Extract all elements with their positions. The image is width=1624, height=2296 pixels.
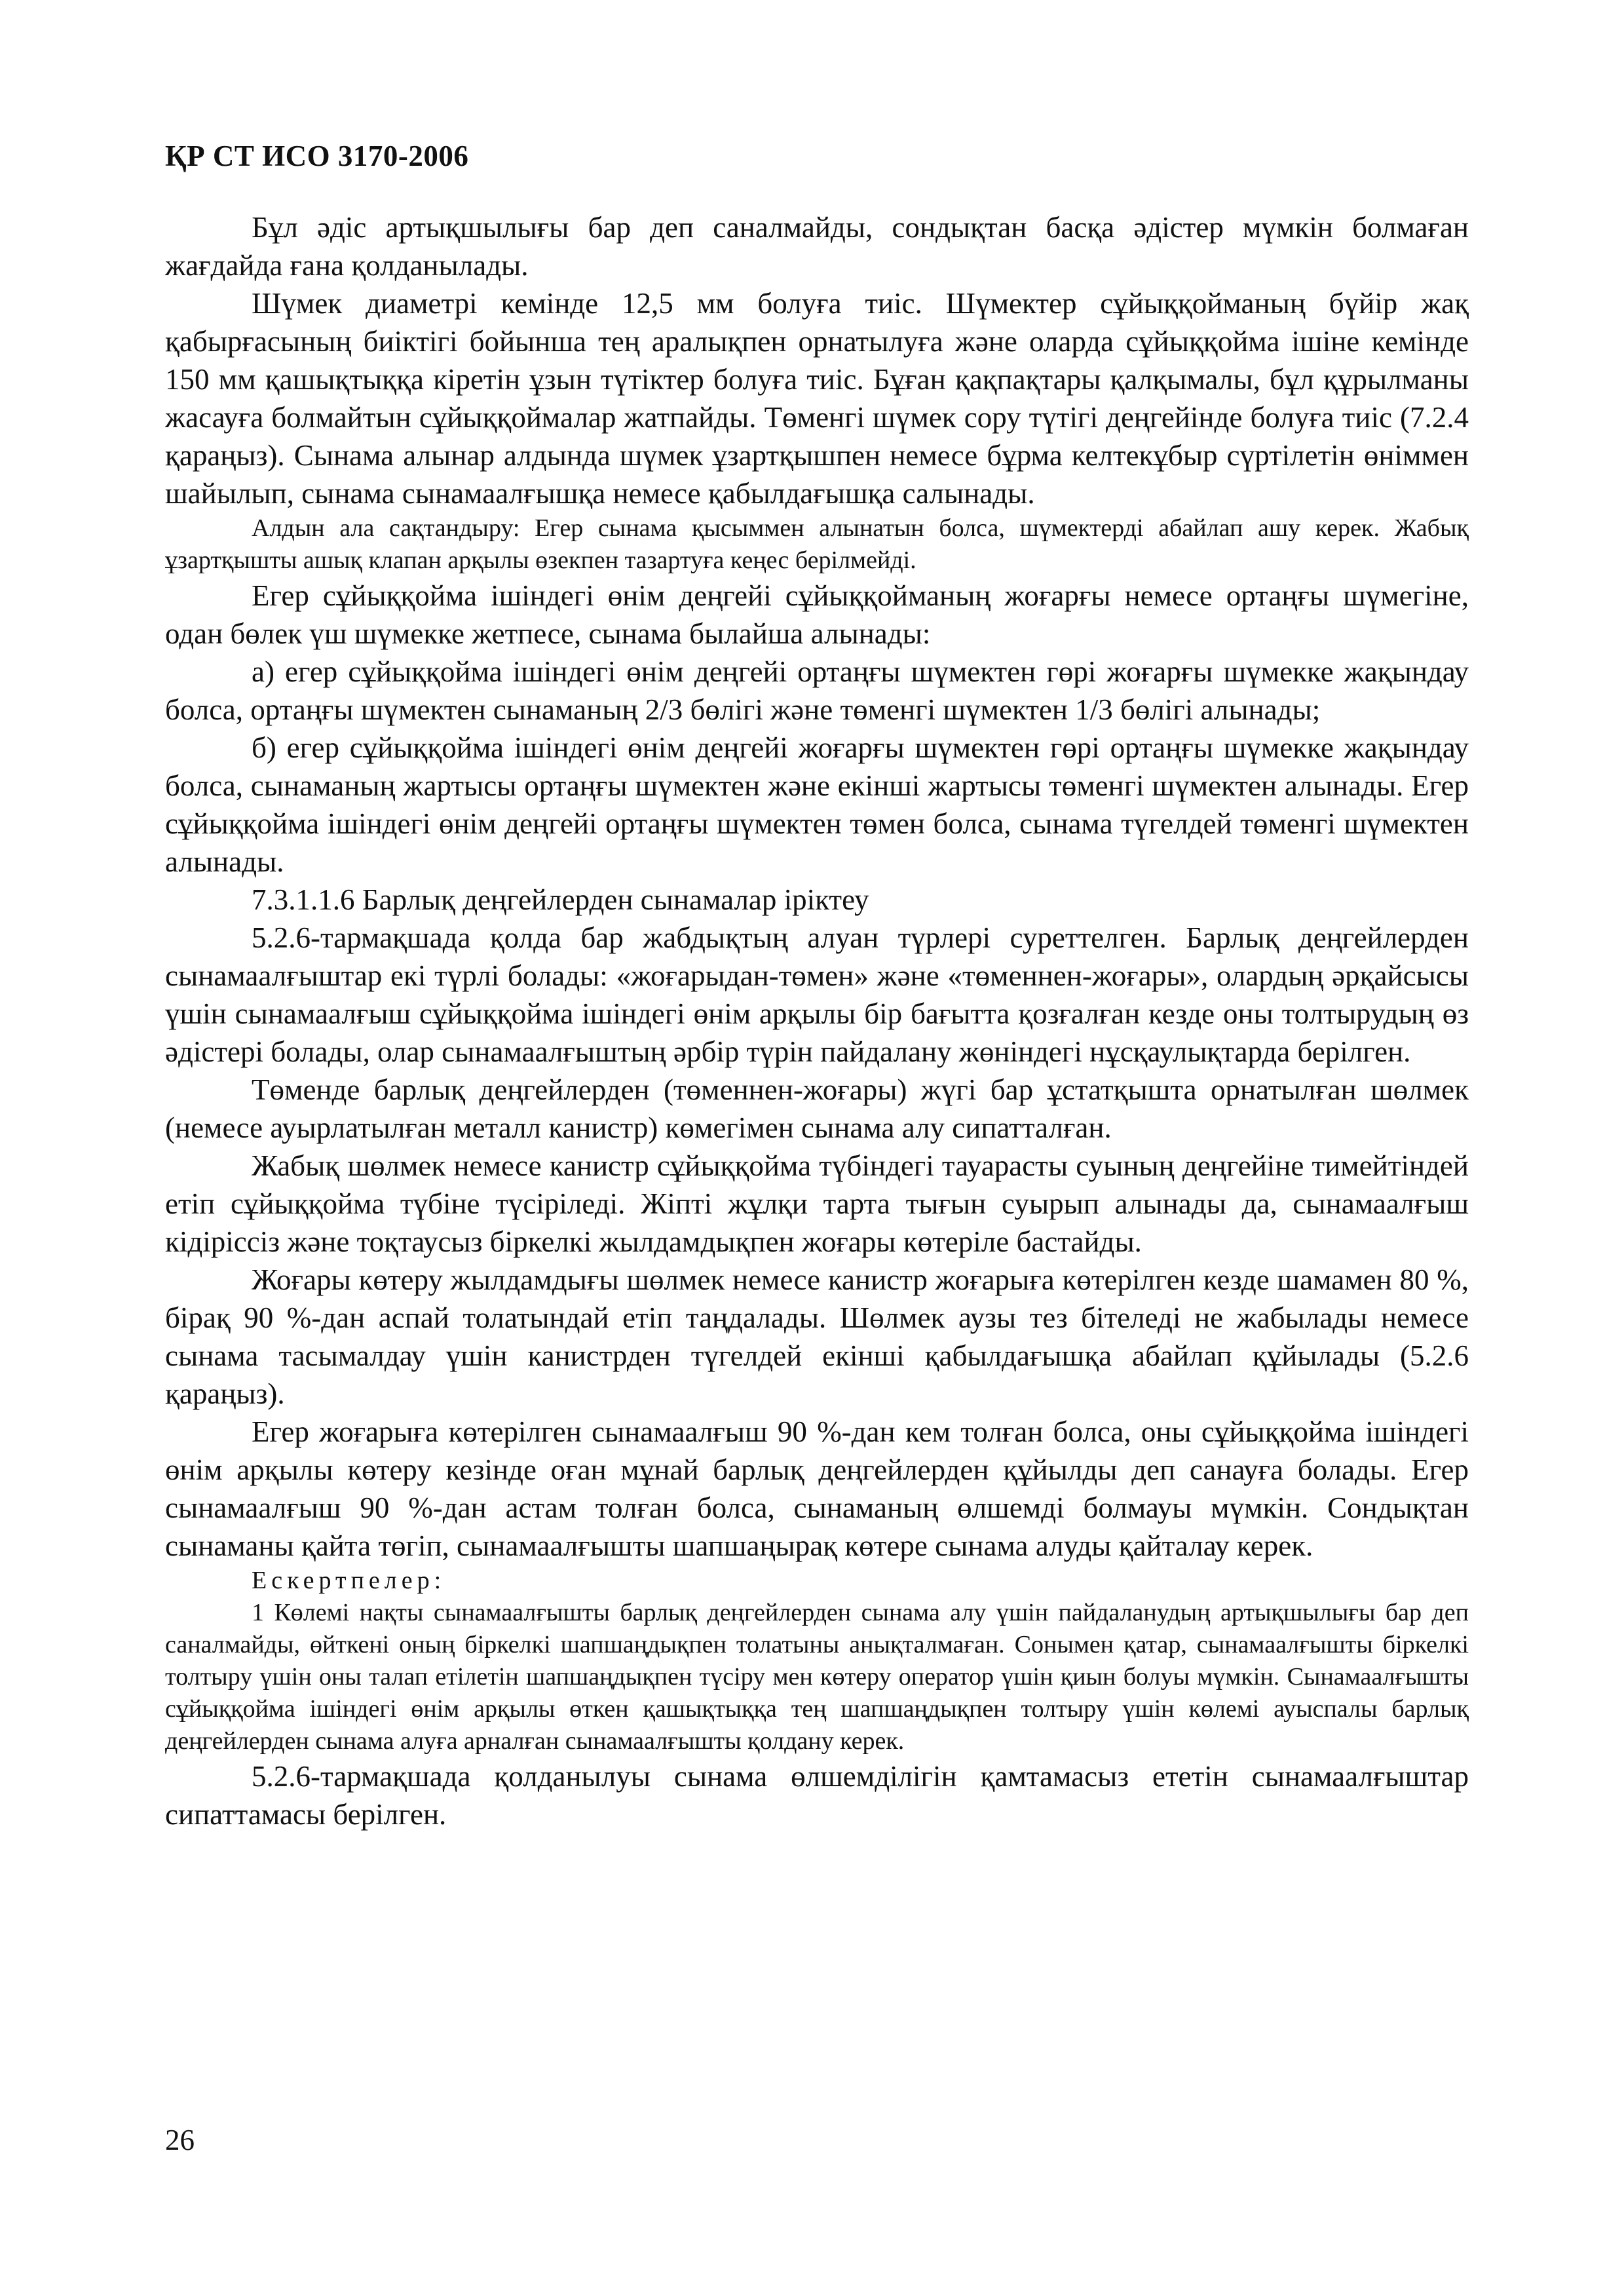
note-1: 1 Көлемі нақты сынамаалғышты барлық деңгейлерден сынама алу үшін пайдаланудың артықшылығы бар деп саналмайды, өйткені оның біркелкі шапшаңдықпен толатыны анықталмаған. Сонымен қатар, сынамаалғышты біркелкі толтыру үшін оны талап етілетін шапшаңдықпен түсіру мен көтеру оператор үшін қиын болуы мүмкін. Сынамаалғышты сұйыққойма ішіндегі өнім арқылы өткен қашықтыққа тең шапшаңдықпен толтыру үшін көлемі ауыспалы барлық деңгейлерден сынама алуға арналған сынамаалғышты қолдану керек. [165, 1599, 1469, 1755]
paragraph-lowering-procedure: Жабық шөлмек немесе канистр сұйыққойма түбіндегі тауарасты суының деңгейіне тимейтіндей етіп сұйыққойма түбіне түсіріледі. Жіпті жұлқи тарта тығын суырып алынады да, сынамаалғыш кідіріссіз және тоқтаусыз біркелкі жылдамдықпен жоғары көтеріле бастайды. [165, 1149, 1469, 1258]
paragraph-reference-5-2-6: 5.2.6-тармақшада қолданылуы сынама өлшемділігін қамтамасыз ететін сынамаалғыштар сипаттамасы берілген. [165, 1760, 1469, 1831]
list-item-b: б) егер сұйыққойма ішіндегі өнім деңгейі жоғарғы шүмектен гөрі ортаңғы шүмекке жақындау болса, сынаманың жартысы ортаңғы шүмектен және екінші жартысы төменгі шүмектен алынады. Егер сұйыққойма ішіндегі өнім деңгейі ортаңғы шүмектен төмен болса, сынама түгелдей төменгі шүмектен алынады. [165, 731, 1469, 878]
page-number: 26 [165, 2124, 195, 2156]
paragraph-sampler-types: 5.2.6-тармақшада қолда бар жабдықтың алуан түрлері суреттелген. Барлық деңгейлерден сынамаалғыштар екі түрлі болады: «жоғарыдан-төмен» және «төменнен-жоғары», олардың әрқайсысы үшін сынамаалғыш сұйыққойма ішіндегі өнім арқылы бір бағытта қозғалған кезде оны толтырудың өз әдістері болады, олар сынамаалғыштың әрбір түрін пайдалану жөніндегі нұсқаулықтарда берілген. [165, 921, 1469, 1068]
list-item-a: а) егер сұйыққойма ішіндегі өнім деңгейі ортаңғы шүмектен гөрі жоғарғы шүмекке жақындау болса, ортаңғы шүмектен сынаманың 2/3 бөлігі және төменгі шүмектен 1/3 бөлігі алынады; [165, 655, 1469, 726]
paragraph-bottle-method: Төменде барлық деңгейлерден (төменнен-жоғары) жүгі бар ұстатқышта орнатылған шөлмек (немесе ауырлатылған металл канистр) көмегімен сынама алу сипатталған. [165, 1073, 1469, 1144]
document-code-header: ҚР СТ ИСО 3170-2006 [165, 140, 469, 172]
paragraph-raising-speed: Жоғары көтеру жылдамдығы шөлмек немесе канистр жоғарыға көтерілген кезде шамамен 80 %, бірақ 90 %-дан аспай толатындай етіп таңдалады. Шөлмек аузы тез бітеледі не жабылады немесе сынама тасымалдау үшін канистрден түгелдей екінші қабылдағышқа абайлап құйылады (5.2.6 қараңыз). [165, 1263, 1469, 1410]
paragraph-tap-requirements: Шүмек диаметрі кемінде 12,5 мм болуға тиіс. Шүмектер сұйыққойманың бүйір жақ қабырғасының биіктігі бойынша тең аралықпен орнатылуға және оларда сұйыққойма ішіне кемінде 150 мм қашықтыққа кіретін ұзын түтіктер болуға тиіс. Бұған қақпақтары қалқымалы, бұл құрылманы жасауға болмайтын сұйыққоймалар жатпайды. Төменгі шүмек сору түтігі деңгейінде болуға тиіс (7.2.4 қараңыз). Сынама алынар алдында шүмек ұзартқышпен немесе бұрма келтекұбыр сүртілетін өніммен шайылып, сынама сынамаалғышқа немесе қабылдағышқа салынады. [165, 287, 1469, 510]
section-heading-all-level-sampling: 7.3.1.1.6 Барлық деңгейлерден сынамалар іріктеу [252, 883, 869, 916]
notes-heading: Ескертпелер: [252, 1567, 446, 1594]
paragraph-caution: Алдын ала сақтандыру: Егер сынама қысыммен алынатын болса, шүмектерді абайлап ашу керек. Жабық ұзартқышты ашық клапан арқылы өзекпен тазартуға кеңес берілмейді. [165, 514, 1469, 574]
paragraph-method-note: Бұл әдіс артықшылығы бар деп саналмайды, сондықтан басқа әдістер мүмкін болмаған жағдайда ғана қолданылады. [165, 211, 1469, 282]
page-body [165, 208, 1469, 1833]
paragraph-level-condition: Егер сұйыққойма ішіндегі өнім деңгейі сұйыққойманың жоғарғы немесе ортаңғы шүмегіне, одан бөлек үш шүмекке жетпесе, сынама былайша алынады: [165, 579, 1469, 650]
paragraph-fill-check: Егер жоғарыға көтерілген сынамаалғыш 90 %-дан кем толған болса, оны сұйыққойма ішіндегі өнім арқылы көтеру кезінде оған мұнай барлық деңгейлерден құйылды деп санауға болады. Егер сынамаалғыш 90 %-дан астам толған болса, сынаманың өлшемді болмауы мүмкін. Сондықтан сынаманы қайта төгіп, сынамаалғышты шапшаңырақ көтере сынама алуды қайталау керек. [165, 1415, 1469, 1562]
